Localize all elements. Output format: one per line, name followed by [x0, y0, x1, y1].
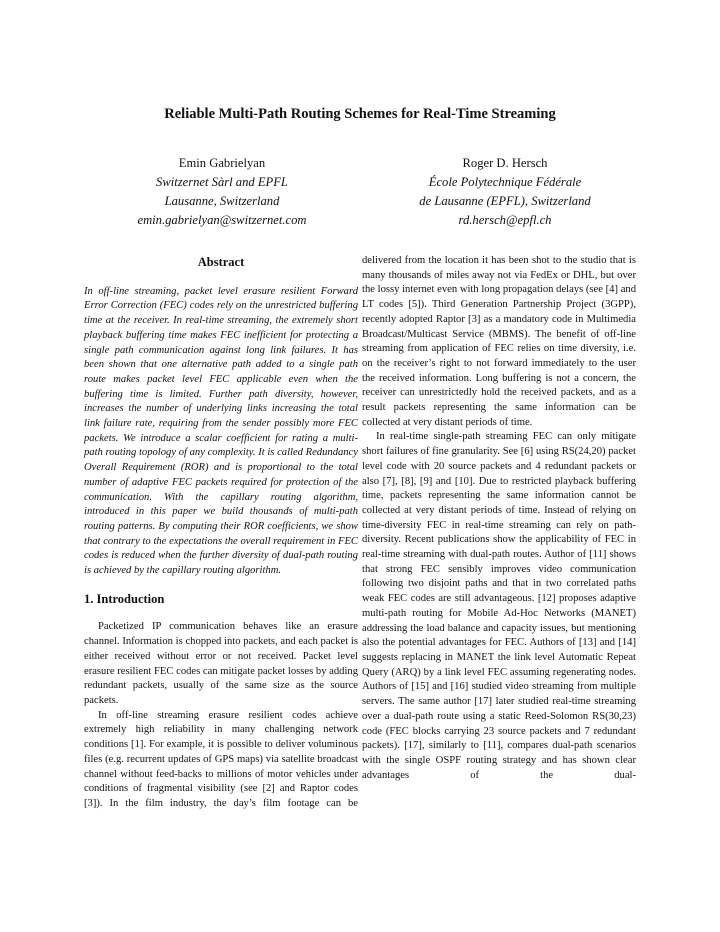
body-paragraph-1: delivered from the location it has been shot to the studio that is many thousands of miles away not via FedEx or DHL, but over the lossy internet even with long propagation delays (see [4] and LT codes [5]). Third Generation Partnership Project (3GPP), recently adopted Raptor [3] as a mandatory code in Multimedia Broadcast/Multicast Service (MBMS). The benefit of off-line streaming from application of FEC relies on time diversity, i.e. on the receiver’s right to not forward immediately to the user the received information. Long buffering is not a concern, the receiver can unrestrictedly hold the received packets, and as a result packets representing the same information can be collected at very distant periods of time.: [362, 255, 636, 428]
left-column: [84, 255, 358, 812]
author-block-2: [365, 154, 645, 230]
author-email: emin.gabrielyan@switzernet.com: [137, 213, 307, 227]
intro-paragraph-1: Packetized IP communication behaves like an erasure channel. Information is chopped into packets, and each packet is either received without error or not received. Packet level erasure resilient FEC codes can mitigate packet losses by adding redundant packets, usually of the same size as the source packets.: [84, 621, 358, 706]
author-block-1: [82, 154, 362, 230]
section-heading-introduction: 1. Introduction: [84, 591, 165, 606]
author-affiliation: Switzernet Sàrl and EPFL: [156, 175, 288, 189]
body-paragraph-2: In real-time single-path streaming FEC can only mitigate short failures of fine granularity. See [6] using RS(24,20) packet level code with 20 source packets and 4 redundant packets or also [7], [8], [9] and [10]. Due to restricted playback buffering time, packets representing the same information cannot be collected at very distant periods of time. Instead of relying on time-diversity FEC in real-time streaming can rely on path-diversity. Recent publications show the applicability of FEC in real-time streaming with dual-path routes. Author of [11] shows that strong FEC sensibly improves video communication following two disjoint paths and that in two correlated paths weak FEC codes are still advantageous. [12] proposes adaptive multi-path routing for Mobile Ad-Hoc Networks (MANET) addressing the load balance and capacity issues, but mentioning also the potential advantages for FEC. Authors of [13] and [14] suggests replacing in MANET the link level Automatic Repeat Query (ARQ) by a link level FEC assuming regenerating nodes. Authors of [15] and [16] studied video streaming from multiple servers. The same author [17] later studied real-time streaming over a dual-path route using a static Reed-Solomon RS(30,23) code (FEC blocks carrying 23 source packets and 7 redundant packets). [17], similarly to [11], compares dual-path scenarios with the single OSPF routing strategy and has shown clear advantages of the dual-: [362, 431, 636, 781]
author-name: Roger D. Hersch: [462, 156, 548, 170]
author-location: Lausanne, Switzerland: [164, 194, 280, 208]
author-affiliation: École Polytechnique Fédérale: [428, 175, 582, 189]
intro-paragraph-2: In off-line streaming erasure resilient codes achieve extremely high reliability in many challenging network conditions [1]. For example, it is possible to deliver voluminous files (e.g. recurrent updates of GPS maps) via satellite broadcast channel without feed-backs to millions of motor vehicles under conditions of fragmental visibility (see [2] and Raptor codes [3]). In the film industry, the day’s film footage can be: [84, 709, 358, 809]
paper-title: Reliable Multi-Path Routing Schemes for Real-Time Streaming: [164, 106, 556, 122]
right-column: [362, 254, 636, 783]
author-location: de Lausanne (EPFL), Switzerland: [419, 194, 591, 208]
abstract-text: In off-line streaming, packet level erasure resilient Forward Error Correction (FEC) codes rely on the unrestricted buffering time at the receiver. In real-time streaming, the extremely short playback buffering time makes FEC inefficient for protecting a single path communication against long link failures. It has been shown that one alternative path added to a single path route makes packet level FEC applicable even when the buffering time is limited. Further path diversity, however, increases the number of underlying links increasing the total link failure rate, requiring from the sender possibly more FEC packets. We introduce a scalar coefficient for rating a multi-path routing topology of any complexity. It is called Redundancy Overall Requirement (ROR) and is proportional to the total number of adaptive FEC packets required for protection of the communication. With the capillary routing algorithm, introduced in this paper we build thousands of multi-path routing patterns. By computing their ROR coefficients, we show that contrary to the expectations the overall requirement in FEC codes is reduced when the further diversity of dual-path routing is achieved by the capillary routing algorithm.: [84, 285, 358, 577]
author-name: Emin Gabrielyan: [178, 156, 266, 170]
abstract-heading: Abstract: [197, 255, 245, 269]
author-email: rd.hersch@epfl.ch: [458, 213, 552, 227]
